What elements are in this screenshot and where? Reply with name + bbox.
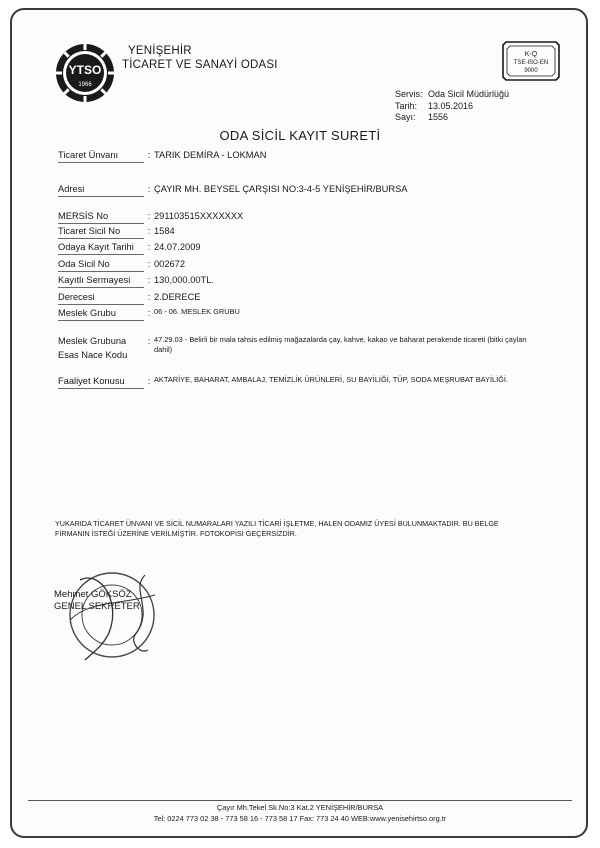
field-ticaret-unvani [58,149,554,163]
footer [0,803,600,824]
field-odaya-kayit [58,241,554,255]
org-line-1: YENİŞEHİR [128,45,192,57]
field-value: 130,000.00TL. [154,275,214,285]
signatory-name: Mehmet GÖKSÖZ [54,589,132,600]
servis-value: Oda Sicil Müdürlüğü [428,89,510,99]
field-label: Ticaret Sicil No [58,225,144,239]
field-nace [58,335,544,362]
field-label: Oda Sicil No [58,258,144,272]
sayi-label: Sayı: [395,112,416,122]
field-oda-sicil [58,258,554,272]
sayi-value: 1556 [428,112,449,122]
field-label: Kayıtlı Sermayesi [58,274,144,288]
field-adresi [58,183,554,197]
field-label: Derecesi [58,291,144,305]
footer-address: Çayır Mh.Tekel Sk.No:3 Kat.2 YENİŞEHİR/BURSA [216,803,384,812]
organization-name [122,44,278,72]
notice-line-2: FİRMANIN İSTEĞİ ÜZERİNE VERİLMİŞTİR. FOTOKOPİSİ GEÇERSİZDİR. [55,529,297,538]
field-separator: : [147,211,151,221]
field-sermaye [58,274,554,288]
cert-line-1: K-Q [524,51,538,58]
field-separator: : [147,226,151,236]
field-value: 002672 [154,259,186,269]
document-meta [395,89,509,124]
field-separator: : [147,184,151,194]
field-separator: : [147,150,151,160]
field-ticaret-sicil [58,225,554,239]
logo-text: YTSO [68,63,102,77]
cert-line-3: 9000 [524,68,538,74]
field-value: 06 - 06. MESLEK GRUBU [154,307,240,316]
tarih-label: Tarih: [395,100,418,111]
official-stamp [60,560,170,675]
org-line-2: TİCARET VE SANAYİ ODASI [122,59,278,71]
field-separator: : [147,275,151,285]
field-label: MERSİS No [58,210,144,224]
field-value: 47.29.03 - Belirli bir mala tahsis edilmiş mağazalarda çay, kahve, kakao ve baharat perakende ticareti (bitki çayları dahil) [154,335,527,354]
field-value: 24.07.2009 [154,242,201,252]
ytso-logo [54,42,116,109]
field-label: Faaliyet Konusu [58,375,144,389]
signatory-role: GENEL SEKRETER [54,601,140,612]
signature-block [54,589,140,613]
field-value: 291103515XXXXXXX [154,211,244,221]
logo-year: 1966 [78,82,92,88]
field-value: AKTARİYE, BAHARAT, AMBALAJ, TEMİZLİK ÜRÜNLERİ, SU BAYİLİĞİ, TÜP, SODA MEŞRUBAT BAYİLİĞİ. [154,375,509,384]
field-value: ÇAYIR MH. BEYSEL ÇARŞISI NO:3-4-5 YENİŞEHİR/BURSA [154,184,408,194]
field-separator: : [147,308,151,318]
field-separator: : [147,292,151,302]
tarih-value: 13.05.2016 [428,100,474,111]
field-value: 2.DERECE [154,292,201,302]
field-label [58,335,144,362]
nace-label-line-2: Esas Nace Kodu [58,350,128,360]
field-separator: : [147,242,151,252]
field-label: Odaya Kayıt Tarihi [58,241,144,255]
field-separator: : [147,376,151,386]
certification-badge [500,38,562,89]
document-title: ODA SİCİL KAYIT SURETİ [219,128,381,143]
footer-divider [28,800,572,801]
notice-line-1: YUKARIDA TİCARET ÜNVANI VE SİCİL NUMARALARI YAZILI TİCARİ İŞLETME, HALEN ODAMIZ ÜYESİ BULUNMAKTADIR. BU BELGE [55,519,499,528]
field-label: Ticaret Ünvanı [58,149,144,163]
cert-line-2: TSE-ISO-EN [513,60,549,66]
nace-label-line-1: Meslek Grubuna [58,336,127,346]
field-derecesi [58,291,554,305]
field-faaliyet [58,375,554,389]
servis-label: Servis: [395,89,423,99]
field-value: 1584 [154,226,175,236]
footer-contact: Tel: 0224 773 02 38 - 773 58 16 - 773 58 17 Fax: 773 24 40 WEB:www.yenisehirtso.org.tr [153,813,447,823]
field-separator: : [147,259,151,269]
field-label: Meslek Grubu [58,307,144,321]
field-meslek-grubu [58,307,554,321]
field-value: TARIK DEMİRA - LOKMAN [154,150,267,160]
field-mersis [58,210,554,224]
field-separator: : [147,336,151,346]
validity-notice [55,519,525,539]
field-label: Adresi [58,183,144,197]
